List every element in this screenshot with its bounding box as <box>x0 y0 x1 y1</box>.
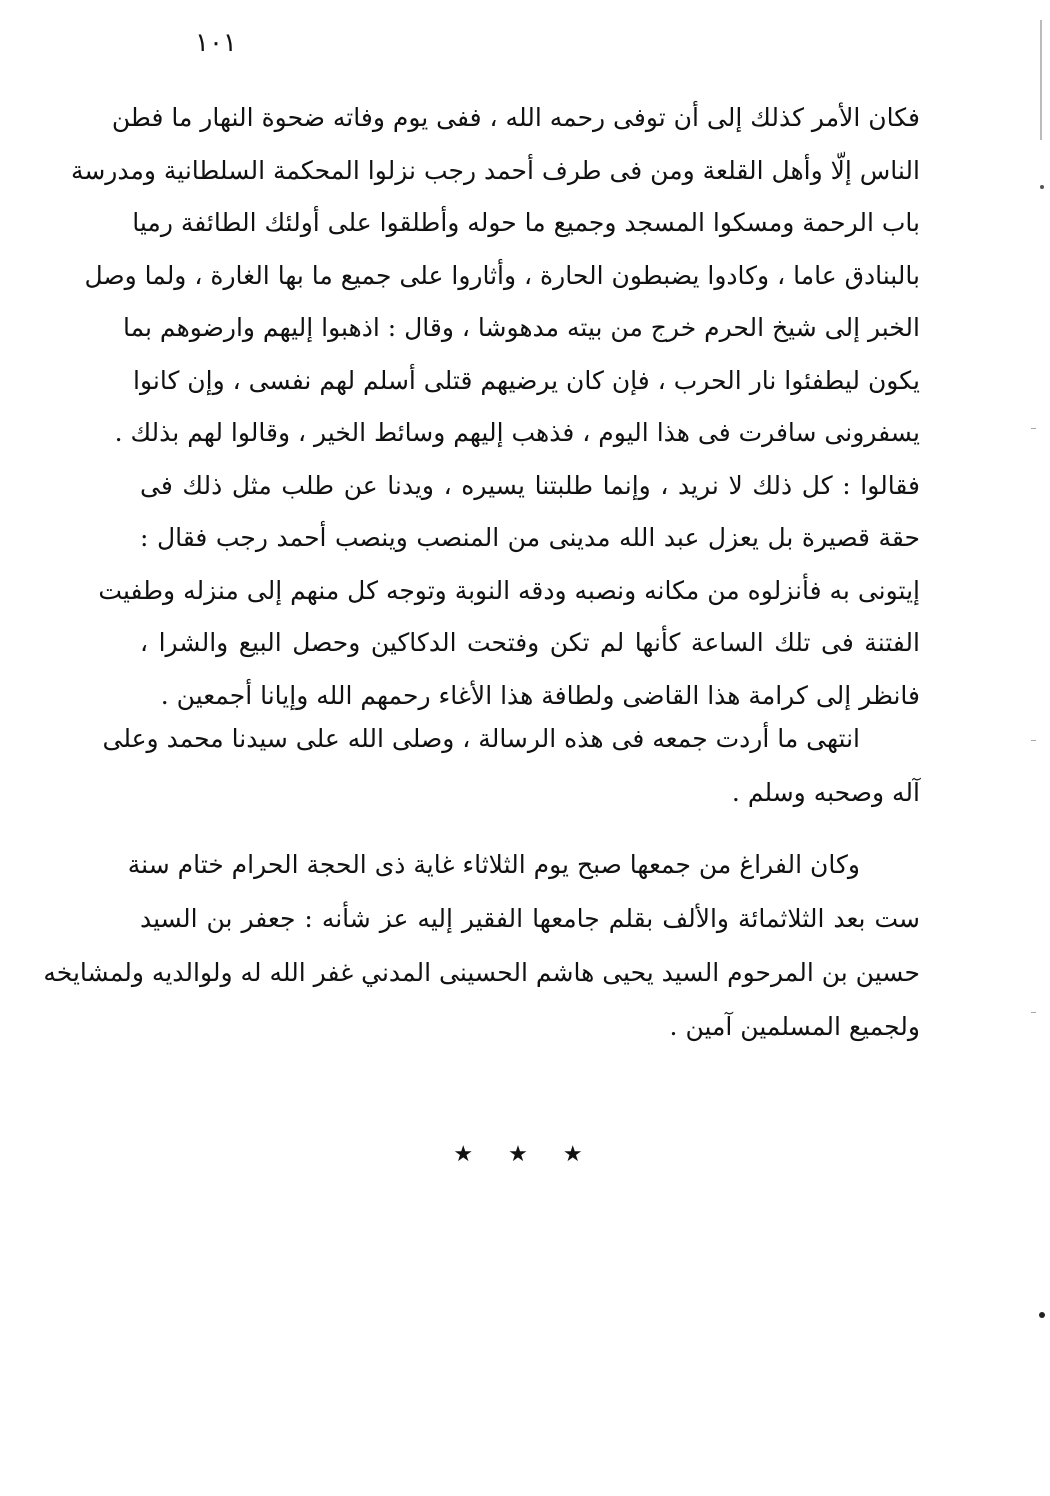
text-line: فكان الأمر كذلك إلى أن توفى رحمه الله ، ففى يوم وفاته ضحوة النهار ما فطن <box>111 103 920 132</box>
main-paragraph <box>70 92 920 722</box>
text-line: فانظر إلى كرامة هذا القاضى ولطافة هذا الأغاء رحمهم الله وإيانا أجمعين . <box>160 680 920 710</box>
text-line: ولجميع المسلمين آمين . <box>669 1012 920 1041</box>
text-line: يكون ليطفئوا نار الحرب ، فإن كان يرضيهم قتلى أسلم لهم نفسى ، وإن كانوا <box>133 365 920 395</box>
scan-edge-mark <box>1040 20 1042 140</box>
scan-speck <box>1039 1312 1045 1318</box>
text-line: الخبر إلى شيخ الحرم خرج من بيته مدهوشا ، وقال : اذهبوا إليهم وارضوهم بما <box>122 313 920 342</box>
text-line: الناس إلّا وأهل القلعة ومن فى طرف أحمد رجب نزلوا المحكمة السلطانية ومدرسة <box>70 155 920 185</box>
text-line: انتهى ما أردت جمعه فى هذه الرسالة ، وصلى الله على سيدنا محمد وعلى <box>102 724 860 753</box>
text-line: فقالوا : كل ذلك لا نريد ، وإنما طلبتنا يسيره ، ويدنا عن طلب مثل ذلك فى <box>140 470 920 500</box>
page-number: ١٠١ <box>195 28 237 58</box>
end-ornament-stars: ★ ★ ★ <box>453 1142 597 1167</box>
text-line: يسفرونى سافرت فى هذا اليوم ، فذهب إليهم وسائط الخير ، وقالوا لهم بذلك . <box>114 418 920 447</box>
text-line: وكان الفراغ من جمعها صبح يوم الثلاثاء غاية ذى الحجة الحرام ختام سنة <box>127 850 860 879</box>
scan-speck <box>1031 428 1036 429</box>
text-line: حسين بن المرحوم السيد يحيى هاشم الحسينى المدني غفر الله له ولوالديه ولمشايخه <box>43 958 920 987</box>
scan-speck <box>1031 1012 1036 1013</box>
text-line: بالبنادق عاما ، وكادوا يضبطون الحارة ، وأثاروا على جميع ما بها الغارة ، ولما وصل <box>84 260 920 290</box>
text-line: الفتنة فى تلك الساعة كأنها لم تكن وفتحت الدكاكين وحصل البيع والشرا ، <box>140 628 920 657</box>
text-line: باب الرحمة ومسكوا المسجد وجميع ما حوله وأطلقوا على أولئك الطائفة رميا <box>132 208 920 237</box>
scan-speck <box>1040 185 1044 189</box>
closing-paragraph <box>102 712 920 820</box>
text-line: حقة قصيرة بل يعزل عبد الله مدينى من المنصب وينصب أحمد رجب فقال : <box>140 523 920 552</box>
text-line: ست بعد الثلاثمائة والألف بقلم جامعها الفقير إليه عز شأنه : جعفر بن السيد <box>140 904 920 933</box>
text-line: آله وصحبه وسلم . <box>731 778 920 807</box>
colophon-paragraph <box>43 838 920 1054</box>
scan-speck <box>1031 740 1036 741</box>
text-line: إيتونى به فأنزلوه من مكانه ونصبه ودقه النوبة وتوجه كل منهم إلى منزله وطفيت <box>98 575 920 605</box>
